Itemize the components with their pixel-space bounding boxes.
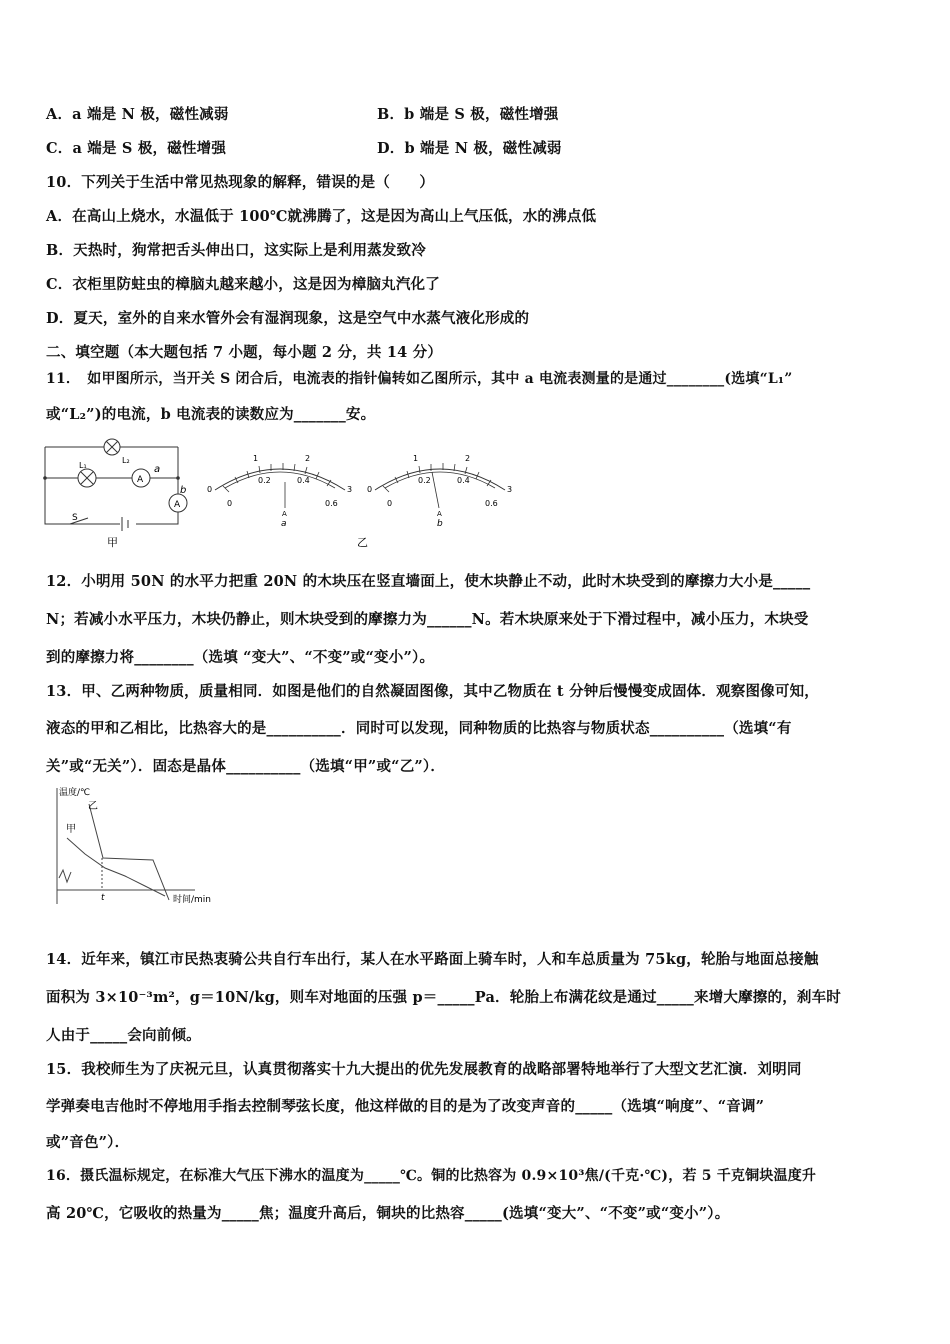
ammeter-b-label: b	[180, 485, 187, 496]
q12-line2: N；若减小水平压力，木块仍静止，则木块受到的摩擦力为______N。若木块原来处于下滑过程中，减小压力，木块受	[46, 611, 809, 628]
solidification-graph	[45, 782, 235, 912]
q14-line1: 14．近年来，镇江市民热衷骑公共自行车出行，某人在水平路面上骑车时，人和车总质量为 75kg，轮胎与地面总接触	[46, 951, 819, 968]
tick-1: 1	[253, 454, 259, 463]
ammeter-dial-a	[205, 450, 355, 532]
q10-stem: 10．下列关于生活中常见热现象的解释，错误的是（ ）	[46, 174, 435, 191]
q10-option-a: A．在高山上烧水，水温低于 100℃就沸腾了，这是因为高山上气压低，水的沸点低	[46, 208, 597, 225]
graph-jia-label: 甲	[66, 824, 76, 835]
tick-0-6: 0.6	[485, 499, 498, 508]
tick-0-6: 0.6	[325, 499, 338, 508]
tick-0-4: 0.4	[297, 476, 310, 485]
figure-yi-caption: 乙	[357, 536, 368, 549]
q9-option-a: A．a 端是 N 极，磁性减弱	[46, 106, 229, 123]
tick-0-top: 0	[207, 485, 213, 494]
l2-label: L₂	[122, 456, 130, 465]
tick-2: 2	[305, 454, 311, 463]
q16-line2: 高 20℃，它吸收的热量为_____焦；温度升高后，铜块的比热容_____(选填“变大”、“不变”或“变小”）。	[46, 1205, 730, 1222]
tick-3: 3	[507, 485, 513, 494]
tick-1: 1	[413, 454, 419, 463]
meter-b-label: b	[437, 519, 443, 529]
q12-line1: 12．小明用 50N 的水平力把重 20N 的木块压在竖直墙面上，使木块静止不动，此时木块受到的摩擦力大小是_____	[46, 573, 811, 590]
q13-line1: 13．甲、乙两种物质，质量相同．如图是他们的自然凝固图像，其中乙物质在 t 分钟后慢慢变成固体．观察图像可知，	[46, 683, 819, 700]
ammeter-dial-b	[357, 450, 515, 550]
q15-line3: 或”音色”）．	[46, 1134, 130, 1151]
graph-t-label: t	[101, 893, 105, 903]
q14-line3: 人由于_____会向前倾。	[46, 1027, 201, 1044]
q11-line2: 或“L₂”)的电流，b 电流表的读数应为_______安。	[46, 406, 376, 423]
q9-option-b: B．b 端是 S 极，磁性增强	[377, 106, 559, 123]
q9-option-c: C．a 端是 S 极，磁性增强	[46, 140, 227, 157]
l1-label: L₁	[79, 461, 87, 470]
tick-0-bottom: 0	[387, 499, 393, 508]
q11-line1: 11． 如甲图所示，当开关 S 闭合后，电流表的指针偏转如乙图所示，其中 a 电流表测量的是通过________(选填“L₁”	[46, 371, 793, 387]
graph-x-label: 时间/min	[173, 895, 212, 905]
q9-option-d: D．b 端是 N 极，磁性减弱	[377, 140, 562, 157]
graph-y-label: 温度/℃	[59, 788, 91, 798]
meter-b-symbol: A	[437, 510, 442, 518]
tick-2: 2	[465, 454, 471, 463]
meter-a-symbol: A	[282, 510, 287, 518]
ammeter-a-label: a	[154, 464, 161, 475]
q16-line1: 16．摄氏温标规定，在标准大气压下沸水的温度为_____℃。铜的比热容为 0.9×10³焦/(千克·℃)，若 5 千克铜块温度升	[46, 1168, 817, 1184]
q13-line3: 关”或“无关”）．固态是晶体__________（选填“甲”或“乙”）．	[46, 758, 446, 775]
q12-line3: 到的摩擦力将________（选填 “变大”、“不变”或“变小”）。	[46, 649, 435, 666]
ammeter-a-symbol: A	[137, 475, 144, 485]
circuit-diagram	[40, 432, 200, 552]
switch-label: S	[72, 513, 78, 523]
q15-line2: 学弹奏电吉他时不停地用手指去控制琴弦长度，他这样做的目的是为了改变声音的_____（选填“响度”、“音调”	[46, 1098, 765, 1115]
q10-option-b: B．天热时，狗常把舌头伸出口，这实际上是利用蒸发致冷	[46, 242, 426, 259]
q10-option-c: C．衣柜里防蛀虫的樟脑丸越来越小，这是因为樟脑丸汽化了	[46, 276, 440, 293]
q14-line2: 面积为 3×10⁻³m²，g＝10N/kg，则车对地面的压强 p＝_____Pa．轮胎上布满花纹是通过_____来增大摩擦的，刹车时	[46, 989, 842, 1006]
tick-0-2: 0.2	[258, 476, 271, 485]
q10-option-d: D．夏天，室外的自来水管外会有湿润现象，这是空气中水蒸气液化形成的	[46, 310, 530, 327]
tick-0-bottom: 0	[227, 499, 233, 508]
tick-0-2: 0.2	[418, 476, 431, 485]
figure-jia-caption: 甲	[107, 536, 118, 549]
ammeter-b-symbol: A	[174, 500, 181, 510]
q15-line1: 15．我校师生为了庆祝元旦，认真贯彻落实十九大提出的优先发展教育的战略部署特地举行了大型文艺汇演．刘明同	[46, 1061, 802, 1078]
q13-line2: 液态的甲和乙相比，比热容大的是__________．同时可以发现，同种物质的比热容与物质状态__________（选填“有	[46, 720, 792, 737]
tick-3: 3	[347, 485, 353, 494]
graph-yi-label: 乙	[88, 801, 98, 812]
tick-0-4: 0.4	[457, 476, 470, 485]
section-heading: 二、填空题（本大题包括 7 小题，每小题 2 分，共 14 分）	[46, 344, 443, 361]
tick-0-top: 0	[367, 485, 373, 494]
meter-a-label: a	[281, 519, 287, 529]
